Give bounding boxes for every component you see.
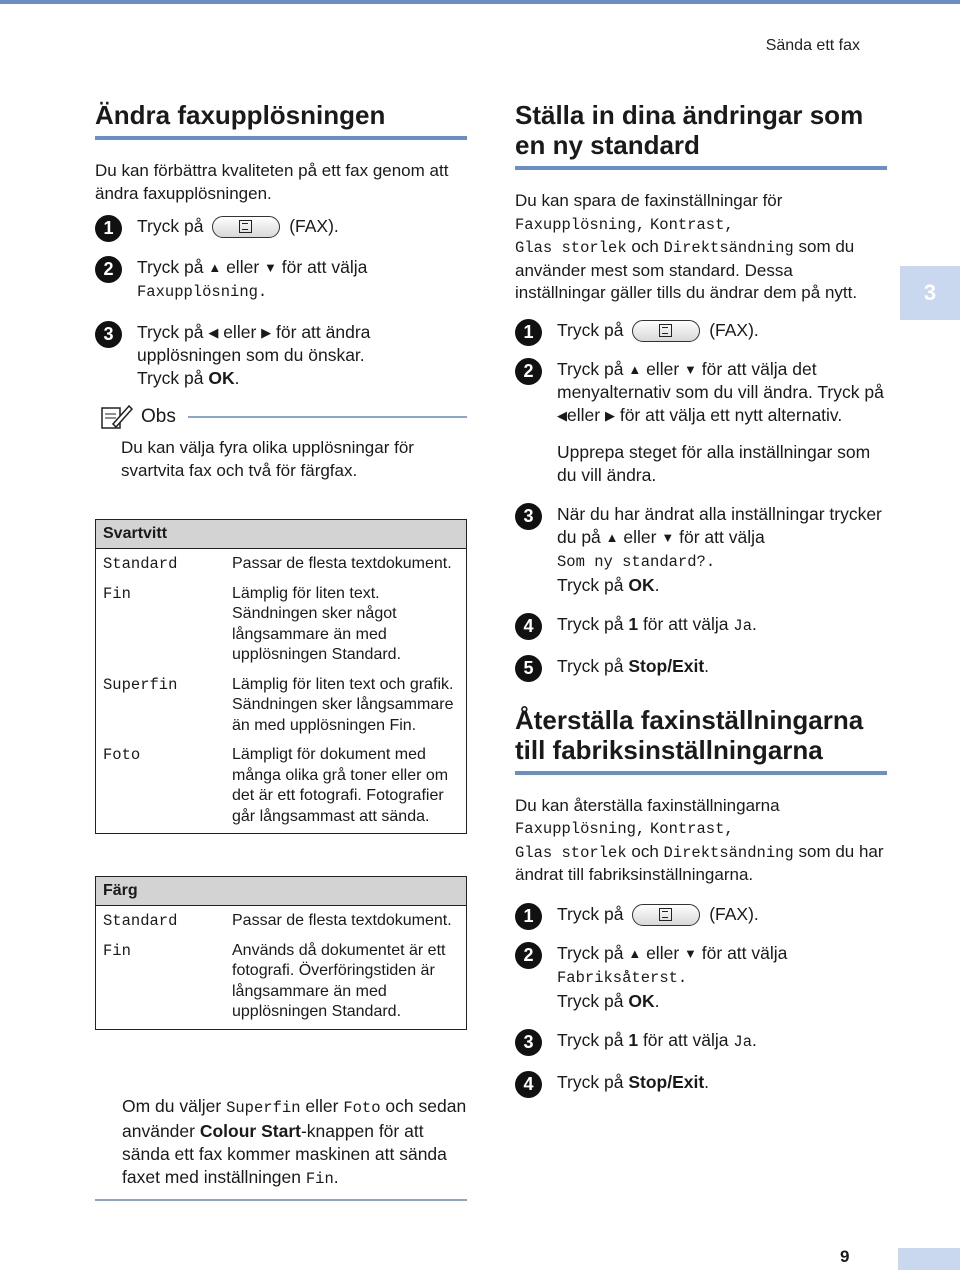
left-column bbox=[95, 100, 467, 1030]
step-4: 4 Tryck på 1 för att välja Ja. bbox=[515, 613, 887, 638]
section-title-factory-reset: Återställa faxinställningarna till fabriksinställningarna bbox=[515, 704, 864, 765]
table-row: Superfin Lämplig för liten text och grafik. Sändningen sker långsammare än med upplösningen Fin. bbox=[103, 675, 454, 734]
step-2-substep: Upprepa steget för alla inställningar som du vill ändra. bbox=[557, 441, 871, 485]
left-arrow-icon: ◀ bbox=[557, 407, 567, 423]
step-number: 2 bbox=[95, 256, 122, 283]
table-row: Standard Passar de flesta textdokument. bbox=[103, 912, 452, 931]
menu-option: Faxupplösning. bbox=[137, 283, 268, 302]
table-row: Fin Används då dokumentet är ett fotografi. Överföringstiden är långsammare än med upplösningen Standard. bbox=[103, 941, 446, 1021]
section-title-save-default: Ställa in dina ändringar som en ny standard bbox=[515, 100, 864, 160]
section-title-resolution: Ändra faxupplösningen bbox=[95, 100, 386, 130]
step-1: 1 Tryck på (FAX). bbox=[515, 319, 887, 342]
up-arrow-icon: ▲ bbox=[208, 260, 222, 276]
reset-step-2: 2 Tryck på ▲ eller ▼ för att välja Fabriksåterst. Tryck på OK. bbox=[515, 942, 887, 1013]
pencil-note-icon bbox=[99, 402, 135, 432]
right-arrow-icon: ▶ bbox=[261, 325, 272, 341]
step-number: 3 bbox=[515, 1029, 542, 1056]
reset-step-1: 1 Tryck på (FAX). bbox=[515, 903, 887, 926]
title-rule bbox=[515, 166, 887, 170]
down-arrow-icon: ▼ bbox=[684, 361, 697, 377]
up-arrow-icon: ▲ bbox=[628, 946, 642, 962]
intro-paragraph: Du kan förbättra kvaliteten på ett fax genom att ändra faxupplösningen. bbox=[95, 161, 449, 203]
table-row: Foto Lämpligt för dokument med många olika grå toner eller om det är ett fotografi. Fotografier går långsammast att sända. bbox=[103, 746, 449, 825]
page-number: 9 bbox=[840, 1247, 850, 1266]
note-text: Du kan välja fyra olika upplösningar för svartvita fax och två för färgfax. bbox=[121, 438, 414, 481]
step-number: 1 bbox=[515, 903, 542, 930]
intro-paragraph: Du kan spara de faxinställningar för Faxupplösning, Kontrast, Glas storlek och Direktsändning som du använder mest som standard. Dessa inställningar gäller tills du ändrar dem på nytt. bbox=[515, 191, 858, 302]
step-3: 3 Tryck på ◀ eller ▶ för att ändra upplösningen som du önskar. Tryck på OK. bbox=[95, 321, 467, 390]
step-number: 3 bbox=[95, 321, 122, 348]
title-rule bbox=[515, 771, 887, 775]
step-number: 2 bbox=[515, 942, 542, 969]
table-header: Färg bbox=[96, 877, 467, 906]
step-number: 1 bbox=[95, 215, 122, 242]
chapter-tab: 3 bbox=[900, 266, 960, 320]
step-1: 1 Tryck på (FAX). bbox=[95, 215, 467, 238]
left-arrow-icon: ◀ bbox=[208, 325, 219, 341]
reset-step-3: 3 Tryck på 1 för att välja Ja. bbox=[515, 1029, 887, 1054]
down-arrow-icon: ▼ bbox=[684, 946, 697, 962]
note-box bbox=[99, 402, 467, 482]
step-number: 1 bbox=[515, 319, 542, 346]
step-2: 2 Tryck på ▲ eller ▼ för att välja det menyalternativ som du vill ändra. Tryck på ◀eller ▶ för att välja ett nytt alternativ. Upprepa steget för alla inställningar som du vill ändra. bbox=[515, 358, 887, 487]
table-header: Svartvitt bbox=[96, 520, 467, 549]
fax-button-icon bbox=[632, 320, 700, 342]
page-number-bar bbox=[898, 1248, 960, 1270]
step-3: 3 När du har ändrat alla inställningar trycker du på ▲ eller ▼ för att välja Som ny standard?. Tryck på OK. bbox=[515, 503, 887, 597]
step-number: 3 bbox=[515, 503, 542, 530]
bw-resolution-table bbox=[95, 519, 467, 834]
right-arrow-icon: ▶ bbox=[604, 407, 615, 423]
step-2: 2 Tryck på ▲ eller ▼ för att välja Faxupplösning. bbox=[95, 256, 467, 304]
intro-paragraph: Du kan återställa faxinställningarna Faxupplösning, Kontrast, Glas storlek och Direktsändning som du har ändrat till fabriksinställningarna. bbox=[515, 795, 884, 885]
down-arrow-icon: ▼ bbox=[264, 260, 277, 276]
right-column bbox=[515, 100, 887, 1094]
step-number: 5 bbox=[515, 655, 542, 682]
step-5: 5 Tryck på Stop/Exit. bbox=[515, 655, 887, 678]
down-arrow-icon: ▼ bbox=[661, 529, 675, 545]
running-header: Sända ett fax bbox=[765, 37, 860, 54]
note-title: Obs bbox=[141, 406, 176, 428]
step-number: 2 bbox=[515, 358, 542, 385]
color-start-note: Om du väljer Superfin eller Foto och sedan använder Colour Start-knappen för att sända ett fax kommer maskinen att sända faxet med inställningen Fin. bbox=[95, 1095, 467, 1201]
up-arrow-icon: ▲ bbox=[605, 529, 619, 545]
note-rule bbox=[188, 416, 467, 418]
fax-button-icon bbox=[212, 216, 280, 238]
reset-step-4: 4 Tryck på Stop/Exit. bbox=[515, 1071, 887, 1094]
up-arrow-icon: ▲ bbox=[628, 361, 642, 377]
title-rule bbox=[95, 136, 467, 140]
top-rule bbox=[0, 0, 960, 4]
step-number: 4 bbox=[515, 613, 542, 640]
fax-button-icon bbox=[632, 904, 700, 926]
table-row: Standard Passar de flesta textdokument. bbox=[103, 555, 452, 574]
color-resolution-table bbox=[95, 876, 467, 1030]
table-row: Fin Lämplig för liten text. Sändningen sker något långsammare än med upplösningen Standard. bbox=[103, 584, 402, 664]
step-number: 4 bbox=[515, 1071, 542, 1098]
